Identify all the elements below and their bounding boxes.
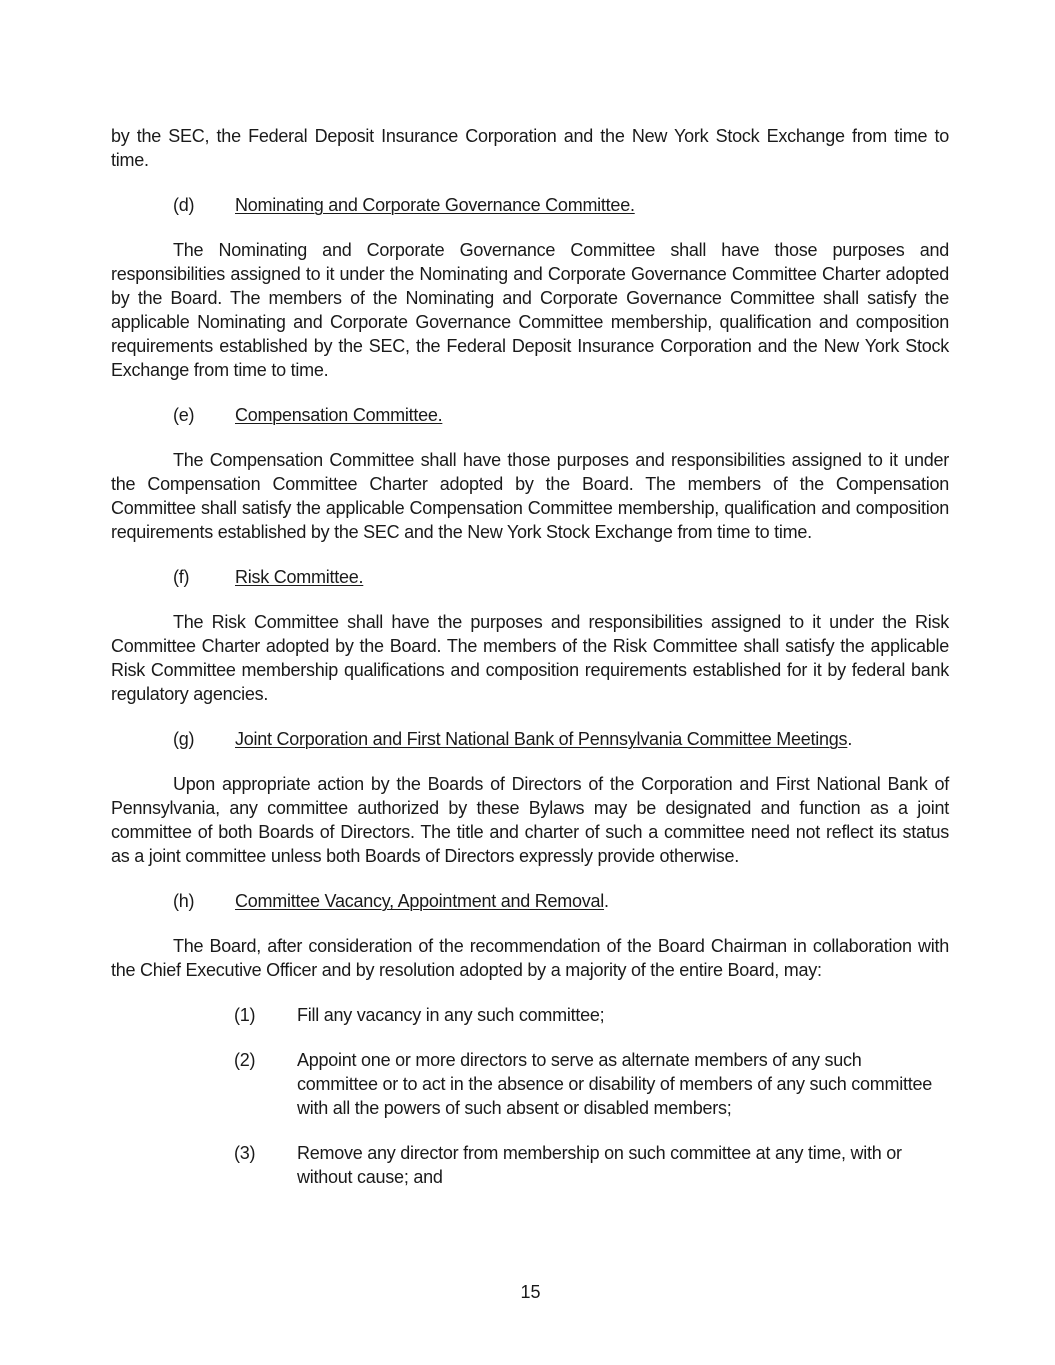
document-page: [111, 124, 949, 1210]
section-g-title: Joint Corporation and First National Bank of Pennsylvania Committee Meetings: [235, 729, 848, 749]
list-item-text: Remove any director from membership on such committee at any time, with or without cause; and: [297, 1143, 902, 1187]
section-d-title: Nominating and Corporate Governance Committee.: [235, 195, 635, 215]
section-e-heading: [173, 403, 949, 427]
section-g-trail: .: [847, 729, 853, 749]
section-g-label: (g): [173, 729, 195, 749]
section-g-heading: [173, 727, 949, 751]
section-h-heading: [173, 889, 949, 913]
list-item: [234, 1048, 949, 1120]
list-item-text: Appoint one or more directors to serve as alternate members of any such committee or to act in the absence or disability of members of any such committee with all the powers of such absent or disabled members;: [297, 1050, 933, 1118]
section-g-body: Upon appropriate action by the Boards of Directors of the Corporation and First National Bank of Pennsylvania, any committee authorized by these Bylaws may be designated and function as a joint committee of both Boards of Directors. The title and charter of such a committee need not reflect its status as a joint committee unless both Boards of Directors expressly provide otherwise.: [111, 774, 949, 866]
intro-paragraph: by the SEC, the Federal Deposit Insurance Corporation and the New York Stock Exchange from time to time.: [111, 126, 949, 170]
section-f-heading: [173, 565, 949, 589]
page-number: 15: [520, 1282, 541, 1302]
section-e-label: (e): [173, 405, 195, 425]
section-e-title: Compensation Committee.: [235, 405, 443, 425]
section-d-label: (d): [173, 195, 195, 215]
list-item: [234, 1141, 949, 1189]
section-h-body: The Board, after consideration of the recommendation of the Board Chairman in collaboration with the Chief Executive Officer and by resolution adopted by a majority of the entire Board, may:: [111, 936, 949, 980]
section-d-heading: [173, 193, 949, 217]
section-h-trail: .: [604, 891, 609, 911]
list-item-number: (2): [234, 1050, 256, 1070]
list-item: [234, 1003, 949, 1027]
section-h-label: (h): [173, 891, 195, 911]
section-f-title: Risk Committee.: [235, 567, 364, 587]
list-item-text: Fill any vacancy in any such committee;: [297, 1005, 605, 1025]
section-h-title: Committee Vacancy, Appointment and Removal: [235, 891, 605, 911]
section-f-label: (f): [173, 567, 190, 587]
section-f-body: The Risk Committee shall have the purposes and responsibilities assigned to it under the Risk Committee Charter adopted by the Board. The members of the Risk Committee shall satisfy the applicable Risk Committee membership qualifications and composition requirements established for it by federal bank regulatory agencies.: [111, 612, 949, 704]
list-item-number: (3): [234, 1143, 256, 1163]
list-item-number: (1): [234, 1005, 256, 1025]
section-e-body: The Compensation Committee shall have those purposes and responsibilities assigned to it under the Compensation Committee Charter adopted by the Board. The members of the Compensation Committee shall satisfy the applicable Compensation Committee membership, qualification and composition requirements established by the SEC and the New York Stock Exchange from time to time.: [111, 450, 949, 542]
section-d-body: The Nominating and Corporate Governance Committee shall have those purposes and responsibilities assigned to it under the Nominating and Corporate Governance Committee Charter adopted by the Board. The members of the Nominating and Corporate Governance Committee shall satisfy the applicable Nominating and Corporate Governance Committee membership, qualification and composition requirements established by the SEC, the Federal Deposit Insurance Corporation and the New York Stock Exchange from time to time.: [111, 240, 949, 380]
